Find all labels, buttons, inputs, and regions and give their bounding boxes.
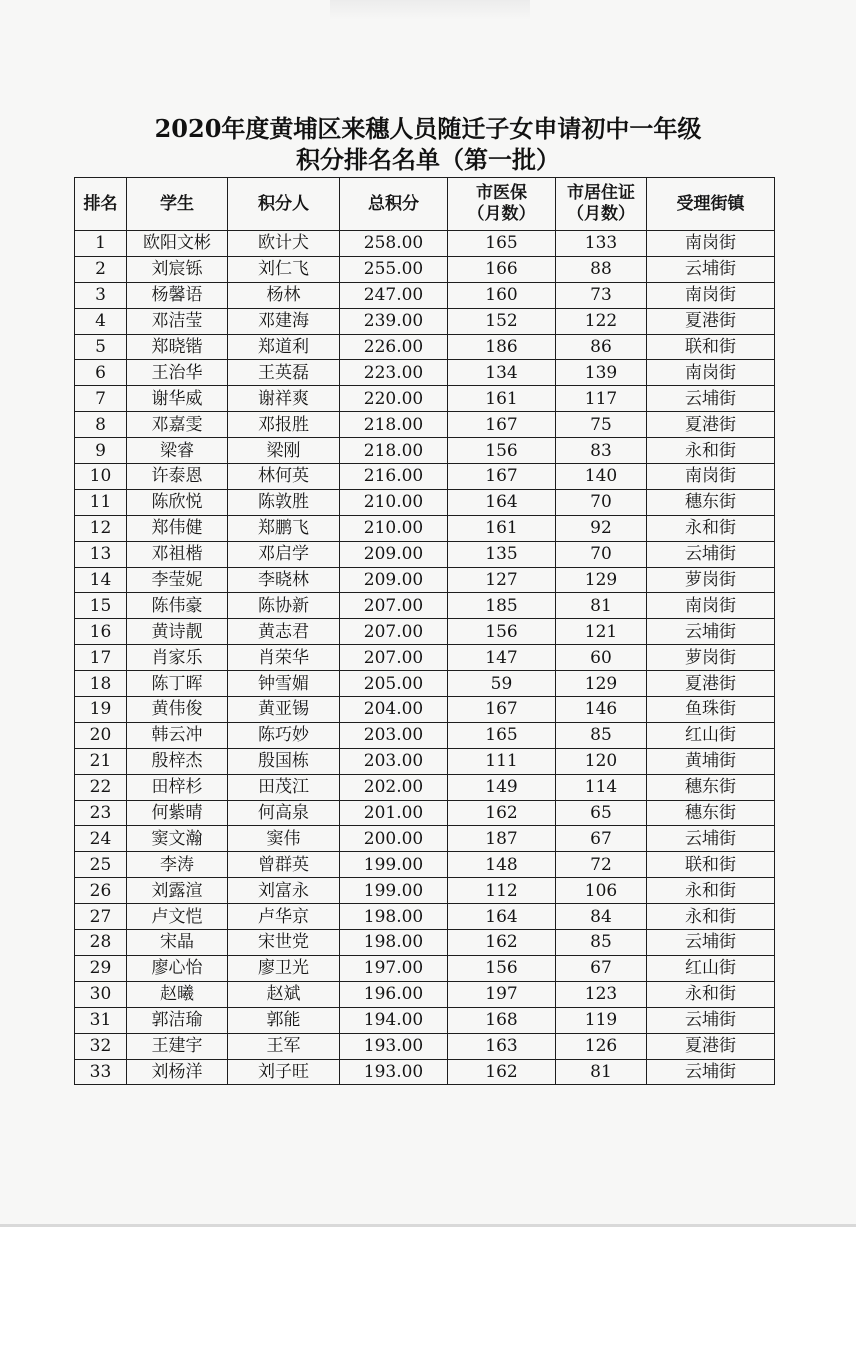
cell-residence-permit: 114 bbox=[556, 774, 647, 800]
cell-street: 云埔街 bbox=[647, 541, 775, 567]
cell-medical-insurance: 187 bbox=[448, 826, 556, 852]
table-row bbox=[75, 541, 775, 567]
cell-medical-insurance: 162 bbox=[448, 930, 556, 956]
cell-medical-insurance: 152 bbox=[448, 308, 556, 334]
cell-rank: 2 bbox=[75, 256, 127, 282]
cell-total-points: 247.00 bbox=[340, 282, 448, 308]
cell-rank: 7 bbox=[75, 386, 127, 412]
cell-residence-permit: 129 bbox=[556, 567, 647, 593]
cell-rank: 25 bbox=[75, 852, 127, 878]
table-row bbox=[75, 282, 775, 308]
cell-medical-insurance: 185 bbox=[448, 593, 556, 619]
cell-medical-insurance: 147 bbox=[448, 645, 556, 671]
table-row bbox=[75, 593, 775, 619]
cell-medical-insurance: 161 bbox=[448, 515, 556, 541]
cell-total-points: 223.00 bbox=[340, 360, 448, 386]
cell-street: 黄埔街 bbox=[647, 748, 775, 774]
cell-rank: 11 bbox=[75, 489, 127, 515]
cell-street: 夏港街 bbox=[647, 1033, 775, 1059]
header-total-points: 总积分 bbox=[340, 178, 448, 231]
table-row bbox=[75, 438, 775, 464]
cell-points-holder: 刘富永 bbox=[228, 878, 340, 904]
cell-rank: 12 bbox=[75, 515, 127, 541]
table-row bbox=[75, 360, 775, 386]
document-title-line1: 2020年度黄埔区来穗人员随迁子女申请初中一年级 bbox=[154, 114, 702, 143]
cell-residence-permit: 119 bbox=[556, 1007, 647, 1033]
cell-medical-insurance: 111 bbox=[448, 748, 556, 774]
table-row bbox=[75, 619, 775, 645]
cell-medical-insurance: 163 bbox=[448, 1033, 556, 1059]
cell-medical-insurance: 160 bbox=[448, 282, 556, 308]
cell-street: 永和街 bbox=[647, 878, 775, 904]
cell-medical-insurance: 197 bbox=[448, 981, 556, 1007]
table-row bbox=[75, 464, 775, 490]
cell-student: 许泰恩 bbox=[127, 464, 228, 490]
table-row bbox=[75, 412, 775, 438]
cell-residence-permit: 81 bbox=[556, 593, 647, 619]
cell-rank: 1 bbox=[75, 231, 127, 257]
cell-total-points: 201.00 bbox=[340, 800, 448, 826]
cell-street: 南岗街 bbox=[647, 282, 775, 308]
cell-student: 郑晓锴 bbox=[127, 334, 228, 360]
header-points-holder: 积分人 bbox=[228, 178, 340, 231]
cell-street: 永和街 bbox=[647, 981, 775, 1007]
cell-medical-insurance: 59 bbox=[448, 671, 556, 697]
cell-rank: 29 bbox=[75, 955, 127, 981]
cell-medical-insurance: 167 bbox=[448, 464, 556, 490]
header-row bbox=[75, 178, 775, 231]
cell-medical-insurance: 165 bbox=[448, 722, 556, 748]
cell-points-holder: 王军 bbox=[228, 1033, 340, 1059]
cell-rank: 14 bbox=[75, 567, 127, 593]
cell-residence-permit: 126 bbox=[556, 1033, 647, 1059]
cell-residence-permit: 72 bbox=[556, 852, 647, 878]
cell-points-holder: 殷国栋 bbox=[228, 748, 340, 774]
cell-street: 南岗街 bbox=[647, 231, 775, 257]
cell-student: 刘宸铄 bbox=[127, 256, 228, 282]
cell-total-points: 209.00 bbox=[340, 541, 448, 567]
cell-residence-permit: 139 bbox=[556, 360, 647, 386]
table-row bbox=[75, 1007, 775, 1033]
cell-total-points: 200.00 bbox=[340, 826, 448, 852]
cell-rank: 6 bbox=[75, 360, 127, 386]
cell-student: 王治华 bbox=[127, 360, 228, 386]
cell-medical-insurance: 148 bbox=[448, 852, 556, 878]
table-row bbox=[75, 697, 775, 723]
cell-student: 何紫晴 bbox=[127, 800, 228, 826]
cell-medical-insurance: 166 bbox=[448, 256, 556, 282]
cell-rank: 23 bbox=[75, 800, 127, 826]
cell-residence-permit: 70 bbox=[556, 489, 647, 515]
cell-street: 红山街 bbox=[647, 955, 775, 981]
cell-rank: 19 bbox=[75, 697, 127, 723]
cell-total-points: 203.00 bbox=[340, 748, 448, 774]
cell-residence-permit: 67 bbox=[556, 955, 647, 981]
cell-rank: 22 bbox=[75, 774, 127, 800]
cell-rank: 8 bbox=[75, 412, 127, 438]
cell-residence-permit: 65 bbox=[556, 800, 647, 826]
cell-student: 李涛 bbox=[127, 852, 228, 878]
cell-rank: 18 bbox=[75, 671, 127, 697]
cell-medical-insurance: 164 bbox=[448, 904, 556, 930]
table-row bbox=[75, 800, 775, 826]
table-row bbox=[75, 334, 775, 360]
table-row bbox=[75, 308, 775, 334]
cell-rank: 27 bbox=[75, 904, 127, 930]
cell-student: 殷梓杰 bbox=[127, 748, 228, 774]
cell-total-points: 226.00 bbox=[340, 334, 448, 360]
cell-residence-permit: 81 bbox=[556, 1059, 647, 1085]
cell-rank: 28 bbox=[75, 930, 127, 956]
cell-total-points: 194.00 bbox=[340, 1007, 448, 1033]
cell-residence-permit: 133 bbox=[556, 231, 647, 257]
cell-street: 南岗街 bbox=[647, 360, 775, 386]
cell-student: 郑伟健 bbox=[127, 515, 228, 541]
cell-total-points: 199.00 bbox=[340, 852, 448, 878]
cell-street: 夏港街 bbox=[647, 412, 775, 438]
table-row bbox=[75, 671, 775, 697]
scan-artifact bbox=[330, 0, 530, 20]
cell-street: 萝岗街 bbox=[647, 567, 775, 593]
cell-rank: 3 bbox=[75, 282, 127, 308]
cell-points-holder: 邓报胜 bbox=[228, 412, 340, 438]
cell-rank: 13 bbox=[75, 541, 127, 567]
cell-street: 南岗街 bbox=[647, 464, 775, 490]
cell-total-points: 193.00 bbox=[340, 1033, 448, 1059]
cell-residence-permit: 122 bbox=[556, 308, 647, 334]
cell-residence-permit: 106 bbox=[556, 878, 647, 904]
cell-street: 永和街 bbox=[647, 515, 775, 541]
cell-medical-insurance: 168 bbox=[448, 1007, 556, 1033]
cell-total-points: 196.00 bbox=[340, 981, 448, 1007]
cell-rank: 10 bbox=[75, 464, 127, 490]
table-row bbox=[75, 774, 775, 800]
cell-points-holder: 王英磊 bbox=[228, 360, 340, 386]
cell-street: 鱼珠街 bbox=[647, 697, 775, 723]
cell-points-holder: 邓建海 bbox=[228, 308, 340, 334]
cell-residence-permit: 146 bbox=[556, 697, 647, 723]
cell-total-points: 258.00 bbox=[340, 231, 448, 257]
cell-points-holder: 窦伟 bbox=[228, 826, 340, 852]
cell-total-points: 193.00 bbox=[340, 1059, 448, 1085]
cell-medical-insurance: 165 bbox=[448, 231, 556, 257]
cell-points-holder: 赵斌 bbox=[228, 981, 340, 1007]
cell-total-points: 207.00 bbox=[340, 619, 448, 645]
cell-street: 穗东街 bbox=[647, 774, 775, 800]
cell-total-points: 218.00 bbox=[340, 438, 448, 464]
cell-points-holder: 李晓林 bbox=[228, 567, 340, 593]
cell-total-points: 239.00 bbox=[340, 308, 448, 334]
cell-residence-permit: 120 bbox=[556, 748, 647, 774]
cell-medical-insurance: 112 bbox=[448, 878, 556, 904]
cell-total-points: 210.00 bbox=[340, 489, 448, 515]
cell-student: 黄诗靓 bbox=[127, 619, 228, 645]
header-medical-insurance: 市医保 （月数） bbox=[448, 178, 556, 231]
cell-points-holder: 黄亚锡 bbox=[228, 697, 340, 723]
cell-medical-insurance: 186 bbox=[448, 334, 556, 360]
cell-medical-insurance: 161 bbox=[448, 386, 556, 412]
cell-total-points: 210.00 bbox=[340, 515, 448, 541]
cell-rank: 4 bbox=[75, 308, 127, 334]
cell-total-points: 207.00 bbox=[340, 593, 448, 619]
cell-student: 邓洁莹 bbox=[127, 308, 228, 334]
cell-residence-permit: 75 bbox=[556, 412, 647, 438]
cell-street: 永和街 bbox=[647, 904, 775, 930]
cell-residence-permit: 88 bbox=[556, 256, 647, 282]
table-row bbox=[75, 645, 775, 671]
cell-residence-permit: 73 bbox=[556, 282, 647, 308]
cell-medical-insurance: 167 bbox=[448, 412, 556, 438]
table-row bbox=[75, 748, 775, 774]
cell-points-holder: 刘仁飞 bbox=[228, 256, 340, 282]
cell-student: 邓嘉雯 bbox=[127, 412, 228, 438]
cell-student: 欧阳文彬 bbox=[127, 231, 228, 257]
cell-residence-permit: 92 bbox=[556, 515, 647, 541]
cell-total-points: 198.00 bbox=[340, 904, 448, 930]
header-street: 受理街镇 bbox=[647, 178, 775, 231]
cell-total-points: 216.00 bbox=[340, 464, 448, 490]
cell-student: 窦文瀚 bbox=[127, 826, 228, 852]
cell-points-holder: 谢祥爽 bbox=[228, 386, 340, 412]
cell-street: 夏港街 bbox=[647, 308, 775, 334]
cell-residence-permit: 123 bbox=[556, 981, 647, 1007]
cell-street: 穗东街 bbox=[647, 800, 775, 826]
cell-medical-insurance: 167 bbox=[448, 697, 556, 723]
cell-street: 云埔街 bbox=[647, 1007, 775, 1033]
cell-street: 云埔街 bbox=[647, 826, 775, 852]
cell-points-holder: 何高泉 bbox=[228, 800, 340, 826]
cell-rank: 26 bbox=[75, 878, 127, 904]
cell-residence-permit: 85 bbox=[556, 722, 647, 748]
cell-street: 云埔街 bbox=[647, 386, 775, 412]
table-row bbox=[75, 567, 775, 593]
table-row bbox=[75, 256, 775, 282]
table-row bbox=[75, 515, 775, 541]
cell-student: 黄伟俊 bbox=[127, 697, 228, 723]
cell-street: 永和街 bbox=[647, 438, 775, 464]
cell-student: 宋晶 bbox=[127, 930, 228, 956]
cell-total-points: 198.00 bbox=[340, 930, 448, 956]
cell-rank: 30 bbox=[75, 981, 127, 1007]
cell-points-holder: 卢华京 bbox=[228, 904, 340, 930]
cell-medical-insurance: 134 bbox=[448, 360, 556, 386]
cell-total-points: 220.00 bbox=[340, 386, 448, 412]
cell-points-holder: 田茂江 bbox=[228, 774, 340, 800]
cell-medical-insurance: 156 bbox=[448, 955, 556, 981]
cell-rank: 20 bbox=[75, 722, 127, 748]
cell-rank: 15 bbox=[75, 593, 127, 619]
cell-student: 陈伟豪 bbox=[127, 593, 228, 619]
cell-rank: 24 bbox=[75, 826, 127, 852]
table-row bbox=[75, 1033, 775, 1059]
cell-rank: 17 bbox=[75, 645, 127, 671]
cell-student: 王建宇 bbox=[127, 1033, 228, 1059]
header-rank: 排名 bbox=[75, 178, 127, 231]
cell-medical-insurance: 135 bbox=[448, 541, 556, 567]
cell-total-points: 255.00 bbox=[340, 256, 448, 282]
table-row bbox=[75, 878, 775, 904]
cell-student: 郭洁瑜 bbox=[127, 1007, 228, 1033]
cell-points-holder: 杨林 bbox=[228, 282, 340, 308]
cell-student: 邓祖楷 bbox=[127, 541, 228, 567]
cell-points-holder: 陈巧妙 bbox=[228, 722, 340, 748]
cell-student: 陈欣悦 bbox=[127, 489, 228, 515]
ranking-table bbox=[74, 177, 775, 1085]
cell-student: 卢文恺 bbox=[127, 904, 228, 930]
cell-street: 南岗街 bbox=[647, 593, 775, 619]
cell-residence-permit: 121 bbox=[556, 619, 647, 645]
cell-points-holder: 郑道利 bbox=[228, 334, 340, 360]
cell-residence-permit: 67 bbox=[556, 826, 647, 852]
cell-student: 廖心怡 bbox=[127, 955, 228, 981]
cell-student: 赵曦 bbox=[127, 981, 228, 1007]
cell-total-points: 203.00 bbox=[340, 722, 448, 748]
cell-street: 联和街 bbox=[647, 852, 775, 878]
table-row bbox=[75, 981, 775, 1007]
cell-points-holder: 陈敦胜 bbox=[228, 489, 340, 515]
cell-residence-permit: 83 bbox=[556, 438, 647, 464]
table-row bbox=[75, 930, 775, 956]
cell-student: 肖家乐 bbox=[127, 645, 228, 671]
cell-street: 萝岗街 bbox=[647, 645, 775, 671]
cell-total-points: 218.00 bbox=[340, 412, 448, 438]
cell-street: 穗东街 bbox=[647, 489, 775, 515]
cell-medical-insurance: 127 bbox=[448, 567, 556, 593]
cell-medical-insurance: 162 bbox=[448, 1059, 556, 1085]
cell-student: 刘杨洋 bbox=[127, 1059, 228, 1085]
cell-rank: 32 bbox=[75, 1033, 127, 1059]
cell-total-points: 199.00 bbox=[340, 878, 448, 904]
cell-points-holder: 宋世党 bbox=[228, 930, 340, 956]
cell-student: 谢华威 bbox=[127, 386, 228, 412]
cell-student: 李莹妮 bbox=[127, 567, 228, 593]
cell-medical-insurance: 156 bbox=[448, 619, 556, 645]
table-body bbox=[75, 231, 775, 1085]
cell-student: 杨馨语 bbox=[127, 282, 228, 308]
document-title-line2: 积分排名名单（第一批） bbox=[296, 145, 560, 174]
cell-points-holder: 邓启学 bbox=[228, 541, 340, 567]
cell-points-holder: 肖荣华 bbox=[228, 645, 340, 671]
cell-residence-permit: 84 bbox=[556, 904, 647, 930]
cell-residence-permit: 60 bbox=[556, 645, 647, 671]
cell-residence-permit: 117 bbox=[556, 386, 647, 412]
table-row bbox=[75, 722, 775, 748]
cell-student: 田梓杉 bbox=[127, 774, 228, 800]
cell-total-points: 197.00 bbox=[340, 955, 448, 981]
cell-student: 陈丁晖 bbox=[127, 671, 228, 697]
cell-rank: 33 bbox=[75, 1059, 127, 1085]
cell-street: 云埔街 bbox=[647, 1059, 775, 1085]
header-residence-permit: 市居住证 （月数） bbox=[556, 178, 647, 231]
cell-street: 云埔街 bbox=[647, 619, 775, 645]
header-student: 学生 bbox=[127, 178, 228, 231]
cell-residence-permit: 85 bbox=[556, 930, 647, 956]
cell-rank: 9 bbox=[75, 438, 127, 464]
cell-total-points: 205.00 bbox=[340, 671, 448, 697]
cell-medical-insurance: 164 bbox=[448, 489, 556, 515]
cell-points-holder: 林何英 bbox=[228, 464, 340, 490]
cell-residence-permit: 70 bbox=[556, 541, 647, 567]
cell-residence-permit: 129 bbox=[556, 671, 647, 697]
table-row bbox=[75, 904, 775, 930]
cell-rank: 31 bbox=[75, 1007, 127, 1033]
cell-street: 联和街 bbox=[647, 334, 775, 360]
cell-street: 夏港街 bbox=[647, 671, 775, 697]
cell-student: 梁睿 bbox=[127, 438, 228, 464]
cell-points-holder: 钟雪媚 bbox=[228, 671, 340, 697]
cell-student: 刘露渲 bbox=[127, 878, 228, 904]
cell-total-points: 207.00 bbox=[340, 645, 448, 671]
cell-points-holder: 郭能 bbox=[228, 1007, 340, 1033]
cell-residence-permit: 86 bbox=[556, 334, 647, 360]
cell-rank: 16 bbox=[75, 619, 127, 645]
table-row bbox=[75, 955, 775, 981]
table-row bbox=[75, 386, 775, 412]
cell-residence-permit: 140 bbox=[556, 464, 647, 490]
cell-rank: 5 bbox=[75, 334, 127, 360]
table-row bbox=[75, 852, 775, 878]
cell-points-holder: 陈协新 bbox=[228, 593, 340, 619]
cell-rank: 21 bbox=[75, 748, 127, 774]
cell-street: 云埔街 bbox=[647, 930, 775, 956]
cell-points-holder: 郑鹏飞 bbox=[228, 515, 340, 541]
cell-medical-insurance: 156 bbox=[448, 438, 556, 464]
cell-medical-insurance: 149 bbox=[448, 774, 556, 800]
cell-total-points: 204.00 bbox=[340, 697, 448, 723]
cell-total-points: 202.00 bbox=[340, 774, 448, 800]
table-row bbox=[75, 231, 775, 257]
cell-points-holder: 刘子旺 bbox=[228, 1059, 340, 1085]
cell-street: 云埔街 bbox=[647, 256, 775, 282]
table-row bbox=[75, 489, 775, 515]
cell-points-holder: 廖卫光 bbox=[228, 955, 340, 981]
cell-points-holder: 欧计犬 bbox=[228, 231, 340, 257]
cell-street: 红山街 bbox=[647, 722, 775, 748]
cell-student: 韩云冲 bbox=[127, 722, 228, 748]
cell-points-holder: 梁刚 bbox=[228, 438, 340, 464]
table-row bbox=[75, 826, 775, 852]
cell-total-points: 209.00 bbox=[340, 567, 448, 593]
cell-points-holder: 曾群英 bbox=[228, 852, 340, 878]
cell-medical-insurance: 162 bbox=[448, 800, 556, 826]
cell-points-holder: 黄志君 bbox=[228, 619, 340, 645]
table-row bbox=[75, 1059, 775, 1085]
